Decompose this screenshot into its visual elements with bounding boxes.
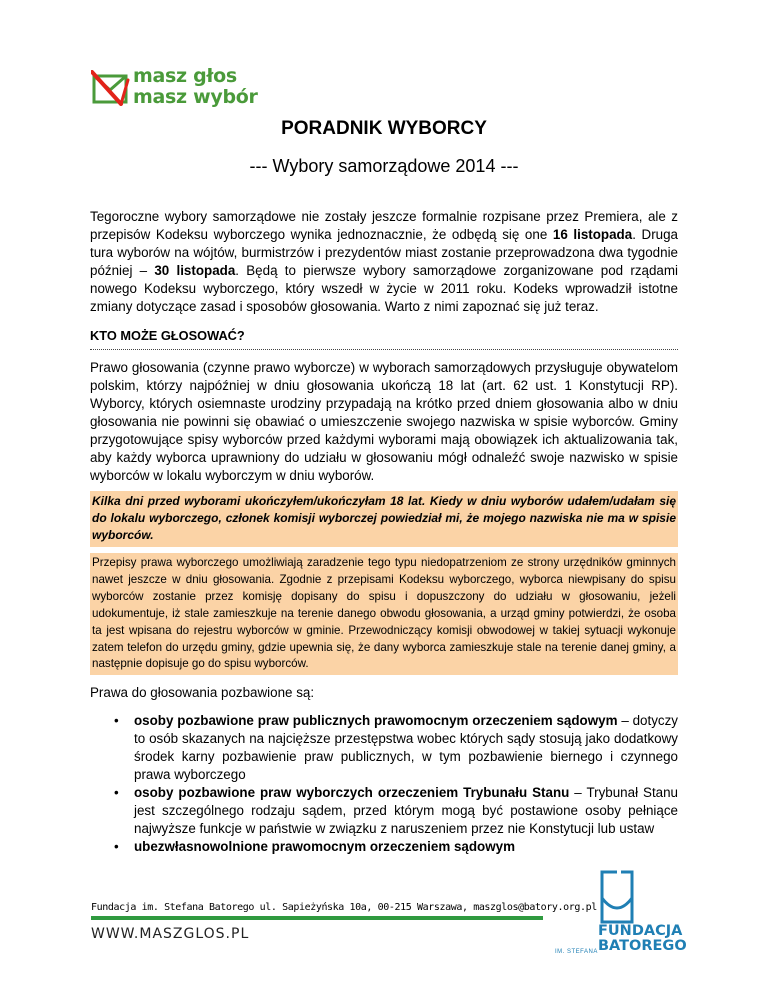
- article-body: [90, 208, 678, 856]
- bullet-icon: •: [114, 839, 119, 855]
- intro-text: . Druga tura wyborów na wójtów, burmistrzów i prezydentów miast zostanie przeprowadzona dwa tygodnie później –: [90, 227, 678, 278]
- logo-line-1: masz głos: [133, 65, 237, 87]
- list-item-text: – dotyczy to osób skazanych na najcięższe przestępstwa wobec których sądy stosują jako dodatkowy środek karny pozbawienie praw publicznych, w tym pozbawienie biernego i czynnego prawa wyborczego: [134, 713, 678, 783]
- list-item: [90, 838, 678, 856]
- election-date: 16 listopada: [552, 227, 633, 242]
- list-item: [90, 712, 678, 784]
- runoff-date: 30 listopada: [154, 263, 236, 278]
- page-subtitle: --- Wybory samorządowe 2014 ---: [249, 156, 519, 176]
- callout-question: Kilka dni przed wyborami ukończyłem/ukończyłam 18 lat. Kiedy w dniu wyborów udałem/udałam się do lokalu wyborczego, członek komisji wyborczej powiedział mi, że mojego nazwiska nie ma w spisie wyborców.: [90, 491, 678, 547]
- list-item: [90, 784, 678, 838]
- intro-text: . Będą to pierwsze wybory samorządowe zorganizowane pod rządami nowego Kodeksu wyborczego, który wszedł w życie w 2011 roku. Kodeks wprowadził istotne zmiany dotyczące zasad i sposobów głosowania. Warto z nimi zapoznać się już teraz.: [90, 263, 678, 314]
- list-item-text: – Trybunał Stanu jest szczególnego rodzaju sądem, przed którym mogą być postawione osoby pełniące najwyższe funkcje w państwie w związku z naruszeniem przez nie Konstytucji lub ustaw: [134, 785, 679, 837]
- intro-paragraph: [90, 208, 678, 316]
- fundacja-batorego-wordmark: [598, 923, 687, 954]
- ballot-cross-icon: [91, 70, 131, 106]
- voting-rights-paragraph: Prawo głosowania (czynne prawo wyborcze) w wyborach samorządowych przysługuje obywatelom polskim, którzy najpóźniej w dniu głosowania ukończą 18 lat (art. 62 ust. 1 Konstytucji RP). Wyborcy, których osiemnaste urodziny przypadają na krótko przed dniem głosowania albo w dniu głosowania nie powinni się obawiać o umieszczenie swojego nazwiska w spisie wyborców. Gminy przygotowujące spisy wyborców przed każdymi wyborami mają obowiązek ich aktualizowania tak, aby każdy wyborca uprawniony do udziału w głosowaniu mógł odnaleźć swoje nazwisko w spisie wyborców w lokalu wyborczym w dniu wyborów.: [90, 360, 678, 483]
- footer-address: Fundacja im. Stefana Batorego ul. Sapieżyńska 10a, 00-215 Warszawa, maszglos@batory.org.pl: [91, 902, 597, 913]
- logo-line-2: masz wybór: [133, 86, 258, 108]
- footer-divider: [91, 916, 543, 920]
- callout-answer: Przepisy prawa wyborczego umożliwiają zaradzenie tego typu niedopatrzeniom ze strony urzędników gminnych nawet jeszcze w dniu głosowania. Zgodnie z przepisami Kodeksu wyborczego, wyborca niewpisany do spisu wyborców zostanie przez komisję dopisany do spisu i dopuszczony do udziału w głosowaniu, jeżeli udokumentuje, iż stale zamieszkuje na terenie danego obwodu głosowania, a urząd gminy potwierdzi, że osoba ta jest wpisana do rejestru wyborców w gminie. Przewodniczący komisji obwodowej w takiej sytuacji wykonuje zatem telefon do urzędu gminy, gdzie upewnia się, że dany wyborca zamieszkuje stale na terenie danej gminy, a następnie dopisuje go do spisu wyborców.: [90, 553, 678, 675]
- deprived-intro: Prawa do głosowania pozbawione są:: [90, 685, 315, 701]
- deprived-list: [90, 712, 678, 856]
- fb-line-1: FUNDACJA: [598, 923, 683, 939]
- list-item-bold: ubezwłasnowolnione prawomocnym orzeczeniem sądowym: [134, 839, 515, 855]
- fb-line-2: BATOREGO: [598, 938, 687, 954]
- intro-text: Tegoroczne wybory samorządowe nie zostały jeszcze formalnie rozpisane przez Premiera, ale z przepisów Kodeksu wyborczego wynika jednoznacznie, że odbędą się one: [90, 209, 678, 242]
- page-title: PORADNIK WYBORCY: [281, 118, 487, 139]
- footer-url: WWW.MASZGLOS.PL: [91, 926, 250, 942]
- section-heading: KTO MOŻE GŁOSOWAĆ?: [90, 327, 678, 350]
- fb-small-text: IM. STEFANA: [555, 949, 598, 955]
- masz-glos-logo: [91, 66, 261, 112]
- bullet-icon: •: [114, 785, 119, 801]
- bullet-icon: •: [114, 713, 119, 729]
- list-item-bold: osoby pozbawione praw wyborczych orzeczeniem Trybunału Stanu: [134, 785, 570, 801]
- list-item-bold: osoby pozbawione praw publicznych prawomocnym orzeczeniem sądowym: [134, 713, 618, 729]
